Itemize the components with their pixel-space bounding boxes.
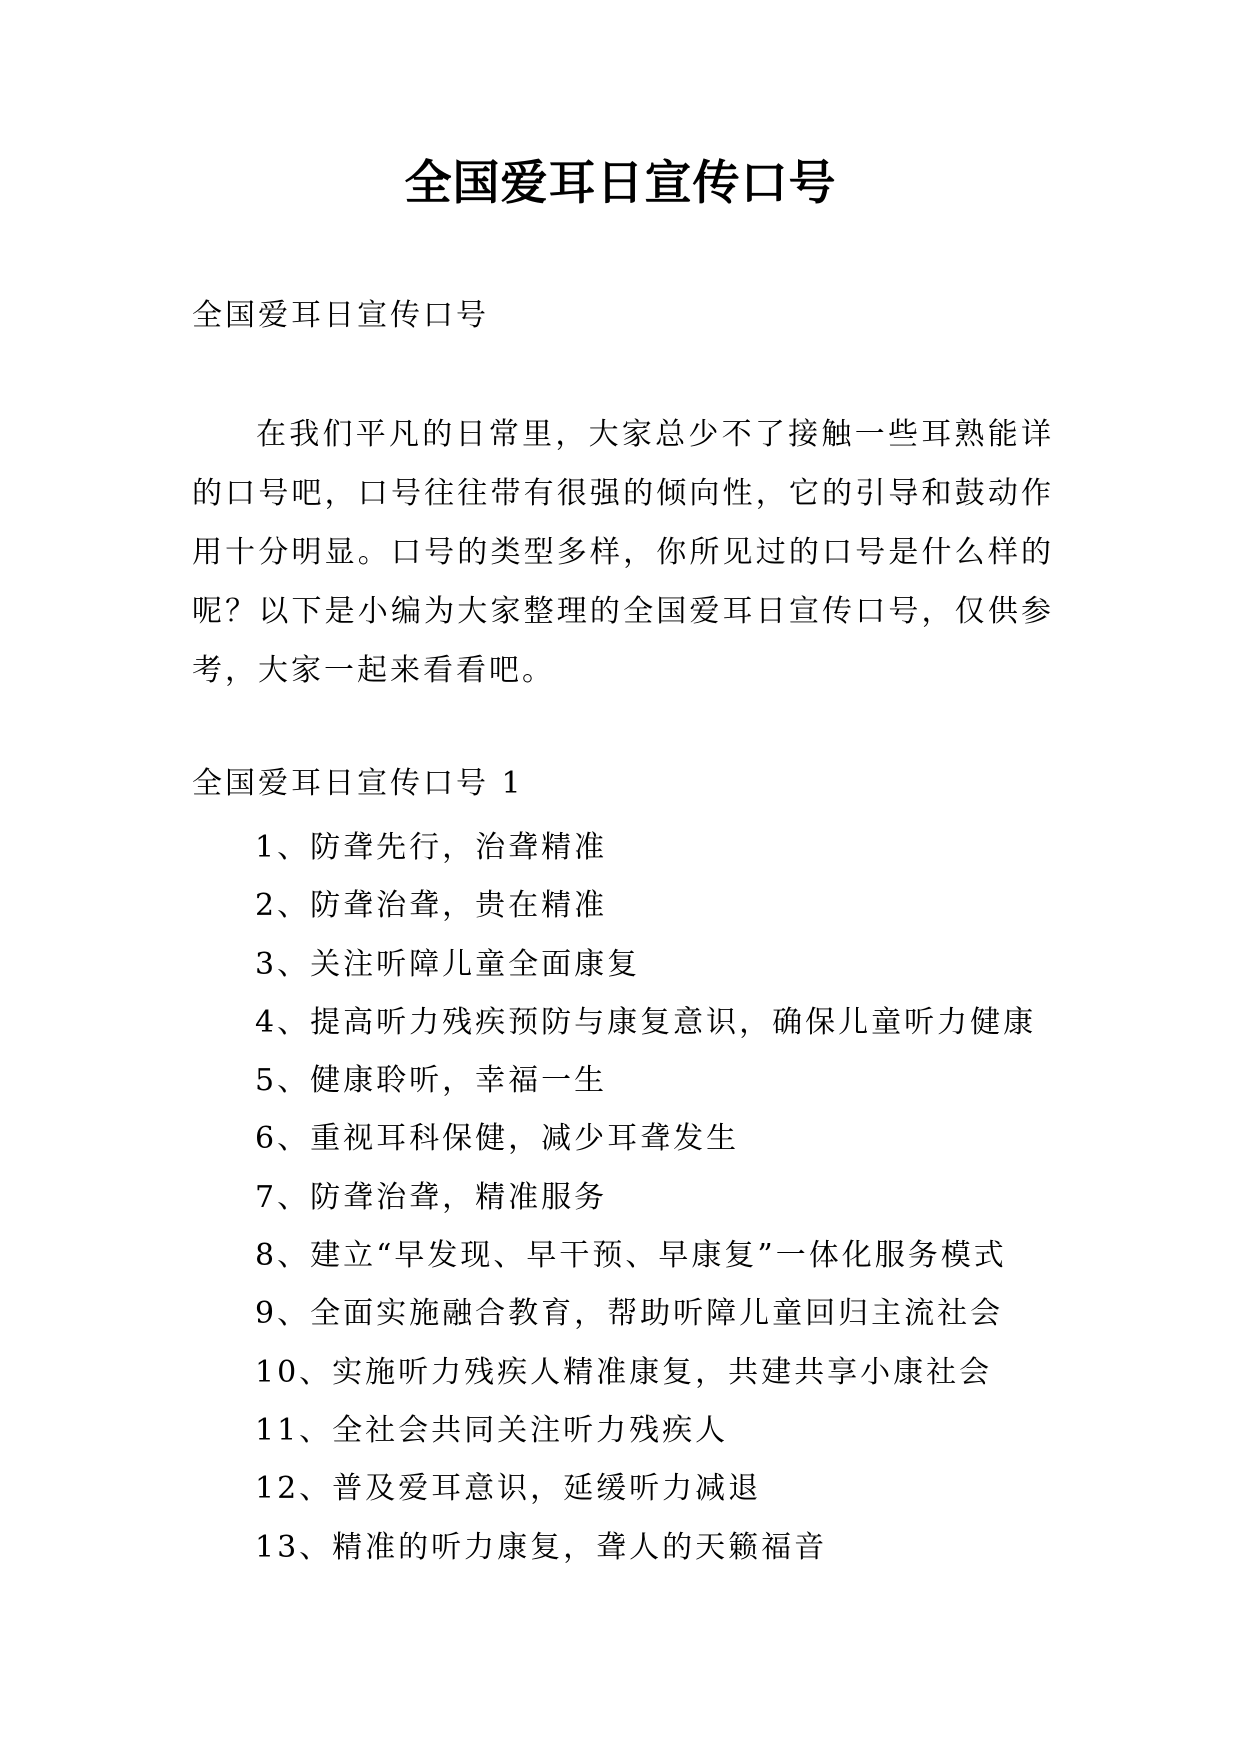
document-title: 全国爱耳日宣传口号 xyxy=(404,156,837,211)
slogan-item: 12、普及爱耳意识，延缓听力减退 xyxy=(255,1471,762,1507)
slogan-item: 7、防聋治聋，精准服务 xyxy=(255,1179,608,1215)
slogan-item: 11、全社会共同关注听力残疾人 xyxy=(255,1412,729,1448)
slogan-item: 9、全面实施融合教育，帮助听障儿童回归主流社会 xyxy=(255,1296,1004,1332)
slogan-item: 13、精准的听力康复，聋人的天籁福音 xyxy=(255,1529,828,1565)
slogan-item: 8、建立“早发现、早干预、早康复”一体化服务模式 xyxy=(255,1238,1007,1274)
intro-paragraph: 在我们平凡的日常里，大家总少不了接触一些耳熟能详的口号吧，口号往往带有很强的倾向性，它的引导和鼓动作用十分明显。口号的类型多样，你所见过的口号是什么样的呢？以下是小编为大家整理的全国爱耳日宣传口号，仅供参考，大家一起来看看吧。 xyxy=(192,417,1054,688)
slogan-list xyxy=(255,819,1036,1577)
section-heading: 全国爱耳日宣传口号 1 xyxy=(192,766,524,801)
document-subtitle: 全国爱耳日宣传口号 xyxy=(192,298,489,333)
slogan-item: 4、提高听力残疾预防与康复意识，确保儿童听力健康 xyxy=(255,1004,1037,1040)
slogan-item: 3、关注听障儿童全面康复 xyxy=(255,946,641,982)
slogan-item: 5、健康聆听，幸福一生 xyxy=(255,1063,608,1099)
slogan-item: 10、实施听力残疾人精准康复，共建共享小康社会 xyxy=(255,1354,993,1390)
slogan-item: 6、重视耳科保健，减少耳聋发生 xyxy=(255,1121,740,1157)
slogan-item: 2、防聋治聋，贵在精准 xyxy=(255,888,608,924)
slogan-item: 1、防聋先行，治聋精准 xyxy=(255,830,608,865)
